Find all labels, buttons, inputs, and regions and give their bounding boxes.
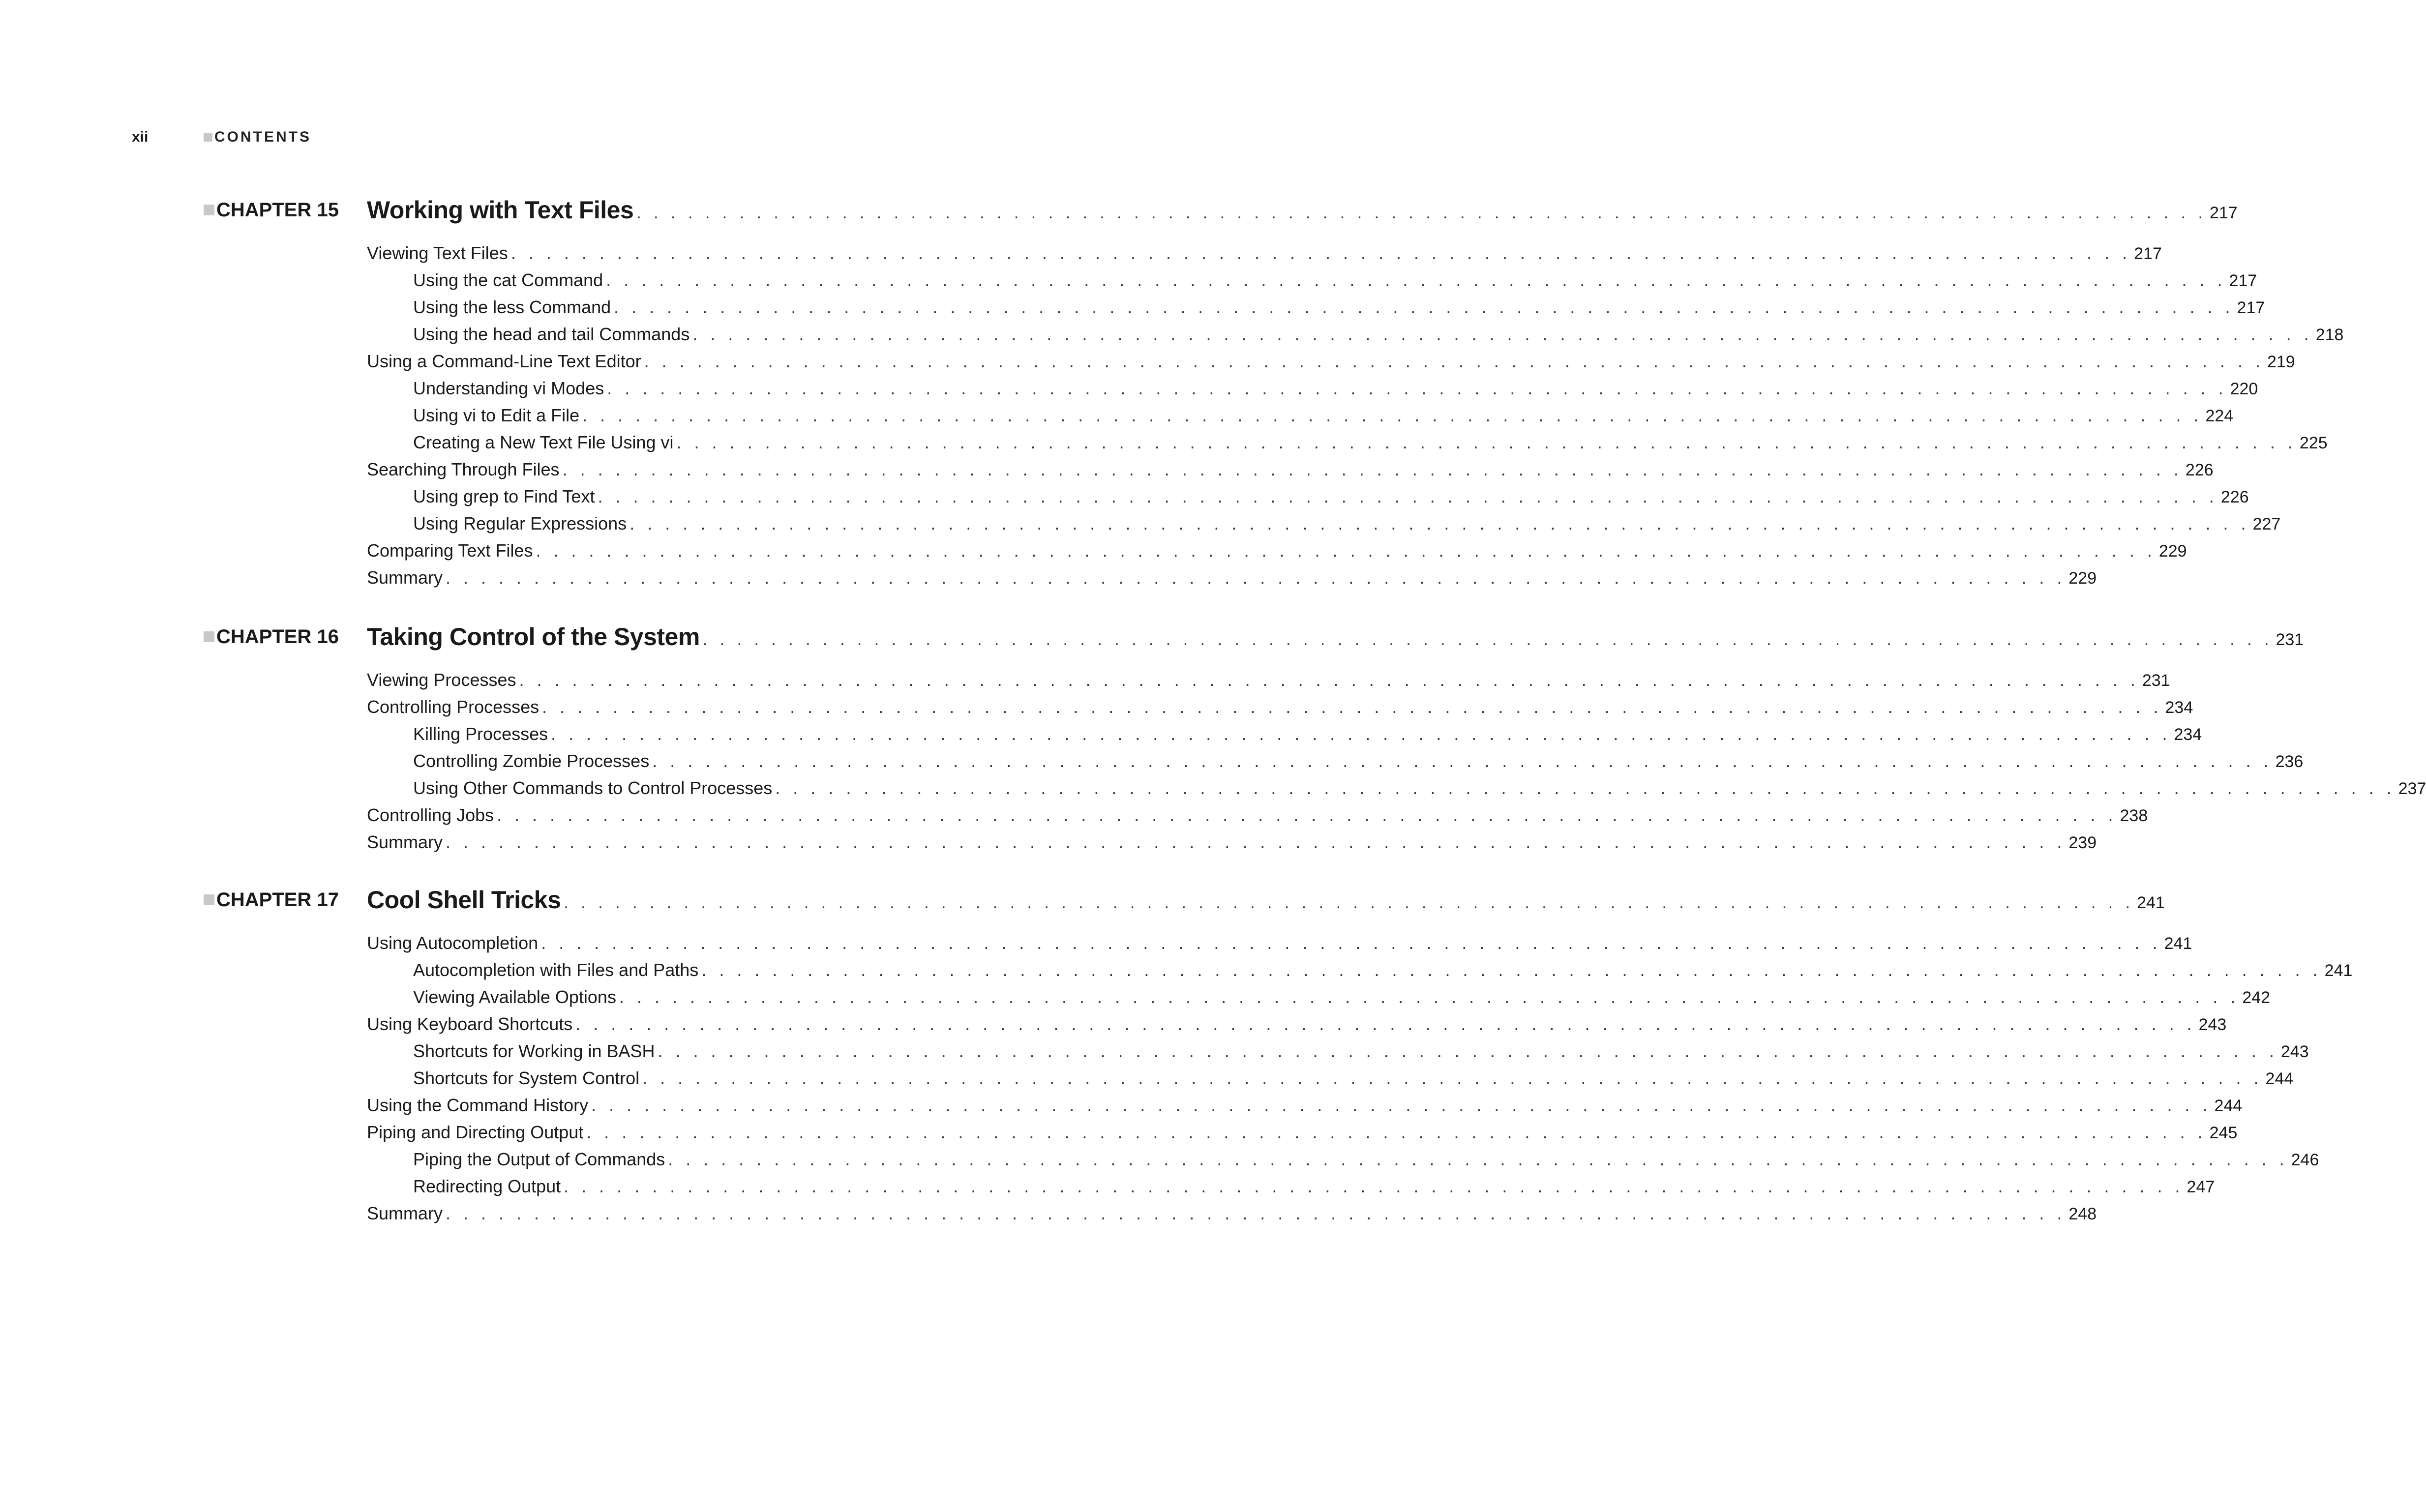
bullet-square-icon — [204, 631, 214, 642]
chapter-label — [204, 885, 339, 915]
toc-entry[interactable] — [367, 693, 2193, 720]
dot-leader: . . . . . . . . . . . . . . . . . . . . . . . . . . . . . . . . . . . . . . . . . . . . . . . . . . . . . . . . . . . . . . . . . . . . . . . . . . . . . . . . . . . . . . . . . . . . — [446, 1203, 2066, 1223]
entry-title[interactable]: Using the cat Command — [413, 270, 603, 290]
entry-title[interactable]: Piping and Directing Output — [367, 1122, 584, 1142]
running-head-label: CONTENTS — [214, 129, 311, 145]
dot-leader: . . . . . . . . . . . . . . . . . . . . . . . . . . . . . . . . . . . . . . . . . . . . . . . . . . . . . . . . . . . . . . . . . . . . . . . . . . . . . . . . . . . . . . . . . . . . — [668, 1149, 2288, 1169]
entry-title[interactable]: Using grep to Find Text — [413, 486, 595, 506]
entry-page: 234 — [2165, 698, 2193, 717]
running-head — [204, 129, 311, 146]
toc-subentry[interactable] — [413, 402, 2234, 429]
dot-leader: . . . . . . . . . . . . . . . . . . . . . . . . . . . . . . . . . . . . . . . . . . . . . . . . . . . . . . . . . . . . . . . . . . . . . . . . . . . . . . . . . . . . . . . . . . . . — [497, 805, 2117, 825]
entry-title[interactable]: Creating a New Text File Using vi — [413, 432, 674, 452]
entry-title[interactable]: Viewing Processes — [367, 670, 516, 690]
toc-subentry[interactable] — [413, 1173, 2215, 1200]
entry-title[interactable]: Using Keyboard Shortcuts — [367, 1014, 573, 1034]
entry-title[interactable]: Shortcuts for Working in BASH — [413, 1041, 655, 1061]
dot-leader: . . . . . . . . . . . . . . . . . . . . . . . . . . . . . . . . . . . . . . . . . . . . . . . . . . . . . . . . . . . . . . . . . . . . . . . . . . . . . . . . . . . . . . . . . . . . — [586, 1122, 2207, 1142]
dot-leader: . . . . . . . . . . . . . . . . . . . . . . . . . . . . . . . . . . . . . . . . . . . . . . . . . . . . . . . . . . . . . . . . . . . . . . . . . . . . . . . . . . . . . . . . . . . . — [542, 697, 2162, 717]
chapter-number: CHAPTER 15 — [216, 199, 339, 221]
toc-entry[interactable] — [367, 537, 2187, 564]
toc-subentry[interactable] — [413, 294, 2265, 321]
entry-title[interactable]: Autocompletion with Files and Paths — [413, 960, 699, 980]
toc-entry[interactable] — [367, 1200, 2097, 1227]
entry-page: 236 — [2275, 752, 2304, 771]
entry-title[interactable]: Using the less Command — [413, 297, 611, 317]
toc-subentry[interactable] — [413, 483, 2249, 510]
entry-title[interactable]: Using Autocompletion — [367, 933, 539, 953]
toc-subentry[interactable] — [413, 321, 2344, 348]
dot-leader: . . . . . . . . . . . . . . . . . . . . . . . . . . . . . . . . . . . . . . . . . . . . . . . . . . . . . . . . . . . . . . . . . . . . . . . . . . . . . . . . . . . . . . . . . . . . — [446, 567, 2066, 588]
toc-entry[interactable] — [367, 666, 2170, 693]
entry-page: 243 — [2280, 1042, 2309, 1061]
entry-title[interactable]: Shortcuts for System Control — [413, 1068, 640, 1088]
entry-title[interactable]: Controlling Zombie Processes — [413, 751, 650, 771]
chapter-title-row[interactable] — [367, 885, 2165, 915]
page-number: xii — [132, 129, 149, 145]
toc-subentry[interactable] — [413, 1038, 2309, 1065]
chapter-label — [204, 622, 339, 652]
toc-entry[interactable] — [367, 1092, 2243, 1119]
entry-page: 241 — [2324, 961, 2353, 980]
toc-entry[interactable] — [367, 348, 2295, 375]
entry-page: 241 — [2164, 934, 2192, 953]
dot-leader: . . . . . . . . . . . . . . . . . . . . . . . . . . . . . . . . . . . . . . . . . . . . . . . . . . . . . . . . . . . . . . . . . . . . . . . . . . . . . . . . . . . . . . . . . . . . — [598, 486, 2218, 506]
toc-subentry[interactable] — [413, 375, 2258, 402]
dot-leader: . . . . . . . . . . . . . . . . . . . . . . . . . . . . . . . . . . . . . . . . . . . . . . . . . . . . . . . . . . . . . . . . . . . . . . . . . . . . . . . . . . . . . . . . . . . . — [658, 1041, 2278, 1061]
entry-page: 238 — [2120, 806, 2148, 825]
chapter-title-row[interactable] — [367, 195, 2238, 225]
entry-page: 217 — [2237, 298, 2265, 317]
entry-page: 242 — [2242, 988, 2271, 1007]
entry-title[interactable]: Summary — [367, 1203, 443, 1223]
entry-page: 220 — [2230, 380, 2258, 398]
entry-page: 234 — [2174, 725, 2202, 744]
dot-leader: . . . . . . . . . . . . . . . . . . . . . . . . . . . . . . . . . . . . . . . . . . . . . . . . . . . . . . . . . . . . . . . . . . . . . . . . . . . . . . . . . . . . . . . . . . . . — [652, 751, 2273, 771]
entry-page: 229 — [2068, 569, 2097, 588]
entry-page: 244 — [2265, 1069, 2294, 1088]
toc-entry[interactable] — [367, 1119, 2238, 1146]
toc-entry[interactable] — [367, 1010, 2227, 1038]
entry-page: 218 — [2315, 326, 2344, 344]
dot-leader: . . . . . . . . . . . . . . . . . . . . . . . . . . . . . . . . . . . . . . . . . . . . . . . . . . . . . . . . . . . . . . . . . . . . . . . . . . . . . . . . . . . . . . . . . . . . — [606, 270, 2226, 290]
toc-subentry[interactable] — [413, 429, 2328, 456]
chapter-title[interactable]: Working with Text Files — [367, 196, 634, 224]
entry-page: 229 — [2158, 542, 2187, 561]
dot-leader: . . . . . . . . . . . . . . . . . . . . . . . . . . . . . . . . . . . . . . . . . . . . . . . . . . . . . . . . . . . . . . . . . . . . . . . . . . . . . . . . . . . . . . . . . . . . — [446, 832, 2066, 852]
dot-leader: . . . . . . . . . . . . . . . . . . . . . . . . . . . . . . . . . . . . . . . . . . . . . . . . . . . . . . . . . . . . . . . . . . . . . . . . . . . . . . . . . . . . . . . . . . . . — [551, 724, 2171, 744]
dot-leader: . . . . . . . . . . . . . . . . . . . . . . . . . . . . . . . . . . . . . . . . . . . . . . . . . . . . . . . . . . . . . . . . . . . . . . . . . . . . . . . . . . . . . . . . . . . . — [692, 324, 2313, 344]
dot-leader: . . . . . . . . . . . . . . . . . . . . . . . . . . . . . . . . . . . . . . . . . . . . . . . . . . . . . . . . . . . . . . . . . . . . . . . . . . . . . . . . . . . . . . . . . . . . — [564, 1176, 2184, 1196]
chapter-page: 241 — [2137, 893, 2165, 912]
chapter-title[interactable]: Taking Control of the System — [367, 623, 700, 651]
entry-page: 226 — [2185, 461, 2214, 479]
toc-subentry[interactable] — [413, 1146, 2319, 1173]
dot-leader: . . . . . . . . . . . . . . . . . . . . . . . . . . . . . . . . . . . . . . . . . . . . . . . . . . . . . . . . . . . . . . . . . . . . . . . . . . . . . . . . . . . . . . . . . . . . — [619, 987, 2240, 1007]
chapter-title[interactable]: Cool Shell Tricks — [367, 886, 561, 914]
entry-title[interactable]: Using the Command History — [367, 1095, 589, 1115]
dot-leader: . . . . . . . . . . . . . . . . . . . . . . . . . . . . . . . . . . . . . . . . . . . . . . . . . . . . . . . . . . . . . . . . . . . . . . . . . . . . . . . . . . . . . . . . . . . . — [607, 378, 2227, 398]
entry-page: 246 — [2291, 1151, 2319, 1169]
entry-page: 239 — [2068, 833, 2097, 852]
entry-title[interactable]: Using the head and tail Commands — [413, 324, 690, 344]
toc-entry[interactable] — [367, 456, 2214, 483]
dot-leader: . . . . . . . . . . . . . . . . . . . . . . . . . . . . . . . . . . . . . . . . . . . . . . . . . . . . . . . . . . . . . . . . . . . . . . . . . . . . . . . . . . . . . . . . . . . . — [636, 204, 2207, 222]
dot-leader: . . . . . . . . . . . . . . . . . . . . . . . . . . . . . . . . . . . . . . . . . . . . . . . . . . . . . . . . . . . . . . . . . . . . . . . . . . . . . . . . . . . . . . . . . . . . — [564, 893, 2134, 912]
dot-leader: . . . . . . . . . . . . . . . . . . . . . . . . . . . . . . . . . . . . . . . . . . . . . . . . . . . . . . . . . . . . . . . . . . . . . . . . . . . . . . . . . . . . . . . . . . . . — [644, 351, 2264, 371]
chapter-page: 217 — [2209, 204, 2238, 222]
entry-page: 243 — [2198, 1015, 2227, 1034]
toc-subentry[interactable] — [413, 983, 2271, 1010]
entry-title[interactable]: Searching Through Files — [367, 459, 560, 479]
entry-page: 231 — [2142, 671, 2170, 690]
toc-subentry[interactable] — [413, 1065, 2294, 1092]
toc-subentry[interactable] — [413, 774, 2426, 801]
dot-leader: . . . . . . . . . . . . . . . . . . . . . . . . . . . . . . . . . . . . . . . . . . . . . . . . . . . . . . . . . . . . . . . . . . . . . . . . . . . . . . . . . . . . . . . . . . . . — [614, 297, 2234, 317]
chapter-label — [204, 195, 339, 225]
entry-page: 247 — [2186, 1178, 2215, 1196]
entry-page: 217 — [2229, 271, 2257, 290]
chapter-number: CHAPTER 17 — [216, 889, 339, 911]
chapter-title-row[interactable] — [367, 622, 2304, 652]
bullet-square-icon — [204, 205, 214, 215]
entry-title[interactable]: Using Other Commands to Control Processes — [413, 778, 773, 798]
dot-leader: . . . . . . . . . . . . . . . . . . . . . . . . . . . . . . . . . . . . . . . . . . . . . . . . . . . . . . . . . . . . . . . . . . . . . . . . . . . . . . . . . . . . . . . . . . . . — [775, 778, 2396, 798]
entry-title[interactable]: Redirecting Output — [413, 1176, 561, 1196]
entry-title[interactable]: Comparing Text Files — [367, 540, 533, 561]
entry-title[interactable]: Piping the Output of Commands — [413, 1149, 665, 1169]
entry-title[interactable]: Viewing Available Options — [413, 987, 616, 1007]
entry-page: 224 — [2205, 407, 2234, 425]
dot-leader: . . . . . . . . . . . . . . . . . . . . . . . . . . . . . . . . . . . . . . . . . . . . . . . . . . . . . . . . . . . . . . . . . . . . . . . . . . . . . . . . . . . . . . . . . . . . — [582, 405, 2203, 425]
entry-title[interactable]: Understanding vi Modes — [413, 378, 604, 398]
dot-leader: . . . . . . . . . . . . . . . . . . . . . . . . . . . . . . . . . . . . . . . . . . . . . . . . . . . . . . . . . . . . . . . . . . . . . . . . . . . . . . . . . . . . . . . . . . . . — [591, 1095, 2212, 1115]
toc-entry[interactable] — [367, 564, 2097, 591]
entry-page: 248 — [2068, 1205, 2097, 1223]
toc-subentry[interactable] — [413, 267, 2257, 294]
chapter-number: CHAPTER 16 — [216, 626, 339, 648]
dot-leader: . . . . . . . . . . . . . . . . . . . . . . . . . . . . . . . . . . . . . . . . . . . . . . . . . . . . . . . . . . . . . . . . . . . . . . . . . . . . . . . . . . . . . . . . . . . . — [629, 513, 2250, 534]
toc-entry[interactable] — [367, 239, 2162, 267]
bullet-square-icon — [204, 133, 212, 142]
entry-page: 244 — [2214, 1097, 2243, 1115]
entry-page: 226 — [2220, 488, 2249, 506]
entry-title[interactable]: Killing Processes — [413, 724, 548, 744]
dot-leader: . . . . . . . . . . . . . . . . . . . . . . . . . . . . . . . . . . . . . . . . . . . . . . . . . . . . . . . . . . . . . . . . . . . . . . . . . . . . . . . . . . . . . . . . . . . . — [575, 1014, 2196, 1034]
toc-entry[interactable] — [367, 929, 2192, 956]
toc-entry[interactable] — [367, 801, 2148, 829]
dot-leader: . . . . . . . . . . . . . . . . . . . . . . . . . . . . . . . . . . . . . . . . . . . . . . . . . . . . . . . . . . . . . . . . . . . . . . . . . . . . . . . . . . . . . . . . . . . . — [642, 1068, 2263, 1088]
entry-title[interactable]: Using a Command-Line Text Editor — [367, 351, 641, 371]
dot-leader: . . . . . . . . . . . . . . . . . . . . . . . . . . . . . . . . . . . . . . . . . . . . . . . . . . . . . . . . . . . . . . . . . . . . . . . . . . . . . . . . . . . . . . . . . . . . — [541, 933, 2161, 953]
entry-title[interactable]: Controlling Processes — [367, 697, 539, 717]
entry-title[interactable]: Viewing Text Files — [367, 243, 508, 263]
toc-subentry[interactable] — [413, 747, 2304, 774]
dot-leader: . . . . . . . . . . . . . . . . . . . . . . . . . . . . . . . . . . . . . . . . . . . . . . . . . . . . . . . . . . . . . . . . . . . . . . . . . . . . . . . . . . . . . . . . . . . . — [562, 459, 2183, 479]
entry-page: 219 — [2267, 353, 2295, 371]
dot-leader: . . . . . . . . . . . . . . . . . . . . . . . . . . . . . . . . . . . . . . . . . . . . . . . . . . . . . . . . . . . . . . . . . . . . . . . . . . . . . . . . . . . . . . . . . . . . — [510, 243, 2131, 263]
chapter-page: 231 — [2276, 630, 2304, 649]
entry-page: 217 — [2134, 244, 2162, 263]
entry-title[interactable]: Using Regular Expressions — [413, 513, 627, 534]
dot-leader: . . . . . . . . . . . . . . . . . . . . . . . . . . . . . . . . . . . . . . . . . . . . . . . . . . . . . . . . . . . . . . . . . . . . . . . . . . . . . . . . . . . . . . . . . . . . — [702, 630, 2273, 649]
entry-title[interactable]: Summary — [367, 832, 443, 852]
dot-leader: . . . . . . . . . . . . . . . . . . . . . . . . . . . . . . . . . . . . . . . . . . . . . . . . . . . . . . . . . . . . . . . . . . . . . . . . . . . . . . . . . . . . . . . . . . . . — [519, 670, 2139, 690]
bullet-square-icon — [204, 894, 214, 905]
dot-leader: . . . . . . . . . . . . . . . . . . . . . . . . . . . . . . . . . . . . . . . . . . . . . . . . . . . . . . . . . . . . . . . . . . . . . . . . . . . . . . . . . . . . . . . . . . . . — [676, 432, 2297, 452]
toc-subentry[interactable] — [413, 510, 2281, 537]
entry-page: 237 — [2398, 779, 2426, 798]
entry-page: 225 — [2299, 434, 2328, 452]
entry-title[interactable]: Using vi to Edit a File — [413, 405, 580, 425]
toc-subentry[interactable] — [413, 956, 2353, 983]
toc-subentry[interactable] — [413, 720, 2202, 747]
entry-page: 227 — [2252, 515, 2281, 534]
entry-title[interactable]: Controlling Jobs — [367, 805, 494, 825]
toc-entry[interactable] — [367, 829, 2097, 856]
entry-title[interactable]: Summary — [367, 567, 443, 588]
entry-page: 245 — [2209, 1124, 2238, 1142]
dot-leader: . . . . . . . . . . . . . . . . . . . . . . . . . . . . . . . . . . . . . . . . . . . . . . . . . . . . . . . . . . . . . . . . . . . . . . . . . . . . . . . . . . . . . . . . . . . . — [701, 960, 2322, 980]
dot-leader: . . . . . . . . . . . . . . . . . . . . . . . . . . . . . . . . . . . . . . . . . . . . . . . . . . . . . . . . . . . . . . . . . . . . . . . . . . . . . . . . . . . . . . . . . . . . — [536, 540, 2156, 561]
